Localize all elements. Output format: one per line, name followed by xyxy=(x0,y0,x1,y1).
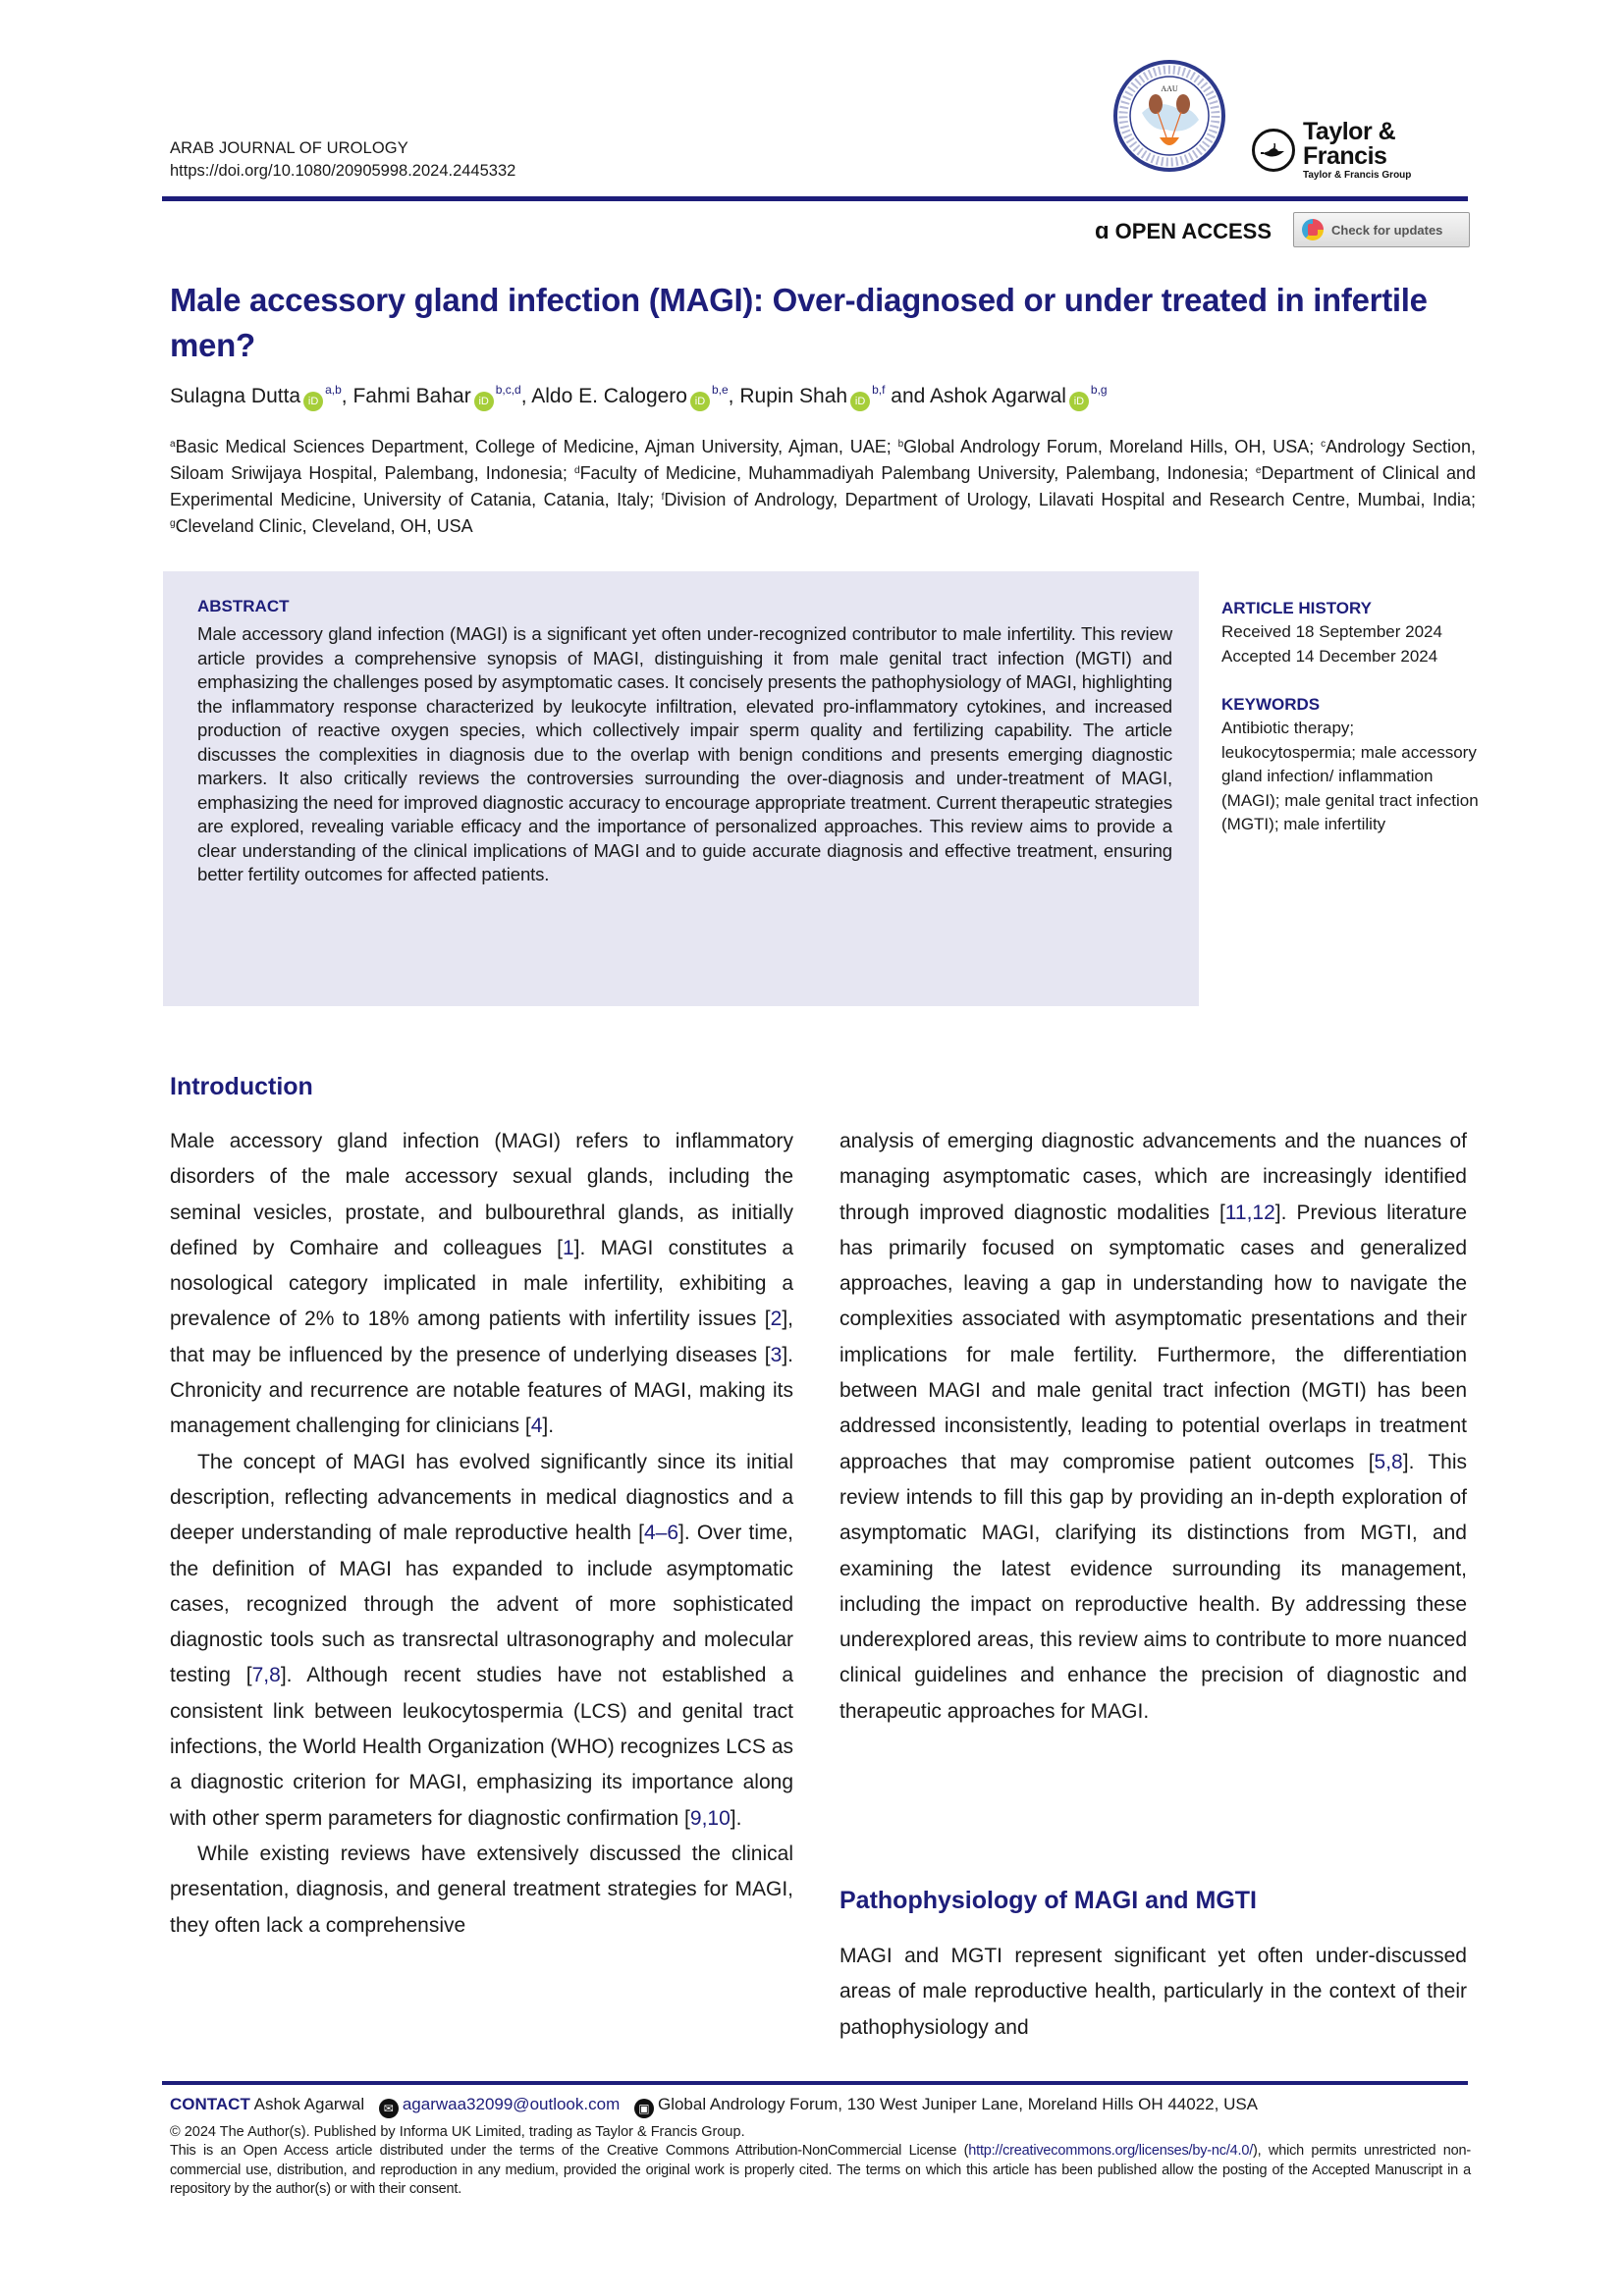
orcid-icon[interactable]: iD xyxy=(1069,392,1089,411)
left-column xyxy=(170,1124,793,1944)
paragraph: The concept of MAGI has evolved significantly since its initial description, reflecting advancements in medical diagnostics and a deeper understanding of male reproductive health [4–6]. Over time, the definition of MAGI has expanded to include asymptomatic cases, recognized through the advent of more sophisticated diagnostic tools such as transrectal ultrasonography and molecular testing [7,8]. Although recent studies have not established a consistent link between leukocytospermia (LCS) and genital tract infections, the World Health Organization (WHO) recognizes LCS as a diagnostic criterion for MAGI, emphasizing its importance along with other sperm parameters for diagnostic confirmation [9,10]. xyxy=(170,1450,794,1830)
open-access-badge xyxy=(1095,218,1272,245)
svg-text:AAU: AAU xyxy=(1161,84,1178,93)
author-list: Sulagna Dutta iD$^{a,b}$, Fahmi Bahar iD$^{b,c,d}$, Aldo E. Calogero iD$^{b,e}$, Rupin Shah iD$^{b,f}$ and Ashok Agarwal iD$^{b,g}$ xyxy=(170,382,1108,411)
contact-name: Ashok Agarwal xyxy=(253,2095,365,2113)
accepted-date: Accepted 14 December 2024 xyxy=(1221,646,1438,666)
author[interactable]: Aldo E. Calogero iD$^{b,e}$ xyxy=(531,385,728,407)
header-rule xyxy=(162,196,1468,201)
article-history xyxy=(1221,597,1487,668)
author[interactable]: Rupin Shah iD$^{b,f}$ xyxy=(739,385,885,407)
reference-link[interactable]: 7,8 xyxy=(251,1664,281,1687)
license-link[interactable]: http://creativecommons.org/licenses/by-nc/4.0/ xyxy=(968,2143,1254,2159)
doi-link[interactable]: https://doi.org/10.1080/20905998.2024.2445332 xyxy=(170,162,516,180)
aau-emblem-icon xyxy=(1112,59,1226,173)
publisher-name: Taylor & Francis xyxy=(1303,118,1396,170)
journal-name: ARAB JOURNAL OF UROLOGY xyxy=(170,139,408,157)
reference-link[interactable]: 2 xyxy=(770,1308,783,1331)
contact-label: CONTACT xyxy=(170,2095,250,2113)
paragraph: Male accessory gland infection (MAGI) refers to inflammatory disorders of the male accessory sexual glands, including the seminal vesicles, prostate, and bulbourethral glands, as initially defined by Comhaire and colleagues [1]. MAGI constitutes a nosological category implicated in male infertility, exhibiting a prevalence of 2% to 18% among patients with infertility issues [2], that may be influenced by the presence of underlying diseases [3]. Chronicity and recurrence are notable features of MAGI, making its management challenging for clinicians [4]. xyxy=(170,1130,794,1438)
reference-link[interactable]: 5,8 xyxy=(1374,1450,1403,1473)
crossmark-icon xyxy=(1302,219,1324,240)
reference-link[interactable]: 4–6 xyxy=(643,1522,679,1545)
abstract-text: Male accessory gland infection (MAGI) is a significant yet often under-recognized contributor to male infertility. This review article provides a comprehensive synopsis of MAGI, distinguishing it from male genital tract infection (MGTI) and emphasizing the challenges posed by asymptomatic cases. It concisely presents the pathophysiology of MAGI, highlighting the inflammatory response characterized by leukocyte infiltration, elevated pro-inflammatory cytokines, and increased production of reactive oxygen species, which collectively impair sperm quality and fertilizing capability. The article discusses the complexities in diagnosis due to the overlap with benign conditions and presents emerging diagnostic markers. It also critically reviews the controversies surrounding the over-diagnosis and under-treatment of MAGI, emphasizing the need for improved diagnostic accuracy to encourage appropriate treatment. Current therapeutic strategies are explored, revealing variable efficacy and the importance of personalized approaches. This review aims to provide a clear understanding of the clinical implications of MAGI and to guide accurate diagnosis and effective treatment, ensuring better fertility outcomes for affected patients. xyxy=(197,623,1172,884)
reference-link[interactable]: 11,12 xyxy=(1224,1201,1275,1224)
right-column xyxy=(839,1124,1467,1730)
paragraph: analysis of emerging diagnostic advancements and the nuances of managing asymptomatic cases, which are increasingly identified through improved diagnostic modalities [11,12]. Previous literature has primarily focused on symptomatic cases and generalized approaches, leaving a gap in understanding how to navigate the complexities associated with asymptomatic presentations and their implications for male fertility. Furthermore, the differentiation between MAGI and male genital tract infection (MGTI) has been addressed inconsistently, leading to potential overlaps in treatment approaches that may compromise patient outcomes [5,8]. This review intends to fill this gap by providing an in-depth exploration of asymptomatic MAGI, clarifying its distinctions from MGTI, and examining the latest evidence surrounding its management, including the impact on reproductive health. By addressing these underexplored areas, this review aims to contribute to more nuanced clinical guidelines and enhance the precision of diagnostic and therapeutic approaches for MAGI. xyxy=(839,1130,1468,1723)
received-date: Received 18 September 2024 xyxy=(1221,622,1442,641)
publisher-group: Taylor & Francis Group xyxy=(1303,170,1412,181)
email-link[interactable]: agarwaa32099@outlook.com xyxy=(402,2095,621,2113)
email-icon: ✉ xyxy=(379,2099,399,2118)
open-access-label: OPEN ACCESS xyxy=(1114,219,1272,243)
keywords-heading: KEYWORDS xyxy=(1221,695,1321,714)
paragraph: MAGI and MGTI represent significant yet often under-discussed areas of male reproductive health, particularly in the context of their pathophysiology and xyxy=(839,1945,1467,2039)
author[interactable]: Sulagna Dutta iD$^{a,b}$ xyxy=(170,385,342,407)
keywords xyxy=(1221,693,1487,837)
aau-society-logo xyxy=(1112,59,1226,173)
orcid-icon[interactable]: iD xyxy=(303,392,323,411)
article-history-heading: ARTICLE HISTORY xyxy=(1221,599,1373,617)
section-heading-introduction: Introduction xyxy=(170,1073,313,1100)
orcid-icon[interactable]: iD xyxy=(690,392,710,411)
reference-link[interactable]: 4 xyxy=(530,1415,543,1438)
check-for-updates-button[interactable] xyxy=(1293,212,1470,247)
lamp-icon xyxy=(1252,129,1295,172)
paragraph: While existing reviews have extensively discussed the clinical presentation, diagnosis, and general treatment strategies for MAGI, they often lack a comprehensive xyxy=(170,1842,793,1937)
affiliations: $^a$Basic Medical Sciences Department, College of Medicine, Ajman University, Ajman, UAE; $^b$Global Andrology Forum, Moreland Hills, OH, USA; $^c$Andrology Section, Siloam Sriwijaya Hospital, Palembang, Indonesia; $^d$Faculty of Medicine, Muhammadiyah Palembang University, Palembang, Indonesia; $^e$Department of Clinical and Experimental Medicine, University of Catania, Catania, Italy; $^f$Division of Andrology, Department of Urology, Lilavati Hospital and Research Centre, Mumbai, India; $^g$Cleveland Clinic, Cleveland, OH, USA xyxy=(170,437,1477,536)
reference-link[interactable]: 1 xyxy=(562,1236,574,1259)
taylor-francis-logo xyxy=(1252,118,1478,181)
orcid-icon[interactable]: iD xyxy=(474,392,494,411)
author[interactable]: Ashok Agarwal iD$^{b,g}$ xyxy=(930,385,1108,407)
license-text: This is an Open Access article distributed under the terms of the Creative Commons Attribution-NonCommercial License (http://creativecommons.org/licenses/by-nc/4.0/), which permits unrestricted non-commercial use, distribution, and reproduction in any medium, provided the original work is properly cited. The terms on which this article has been published allow the posting of the Accepted Manuscript in a repository by the author(s) or with their consent. xyxy=(170,2143,1471,2197)
section-heading-pathophysiology: Pathophysiology of MAGI and MGTI xyxy=(839,1887,1257,1914)
contact-line xyxy=(170,2093,1258,2118)
open-lock-icon: ɑ xyxy=(1095,218,1110,244)
footer-rule xyxy=(162,2081,1468,2085)
orcid-icon[interactable]: iD xyxy=(850,392,870,411)
reference-link[interactable]: 3 xyxy=(770,1343,783,1366)
author[interactable]: Fahmi Bahar iD$^{b,c,d}$ xyxy=(352,385,520,407)
check-for-updates-label: Check for updates xyxy=(1331,222,1443,238)
reference-link[interactable]: 9,10 xyxy=(689,1806,731,1830)
keywords-list: Antibiotic therapy; leukocytospermia; male accessory gland infection/ inflammation (MAGI); male genital tract infection (MGTI); male infertility xyxy=(1221,719,1479,833)
copyright: © 2024 The Author(s). Published by Informa UK Limited, trading as Taylor & Francis Group. xyxy=(170,2124,745,2140)
abstract-heading: ABSTRACT xyxy=(197,597,290,615)
contact-address: Global Andrology Forum, 130 West Juniper Lane, Moreland Hills OH 44022, USA xyxy=(657,2095,1259,2113)
address-icon: ▣ xyxy=(634,2099,654,2118)
article-title: Male accessory gland infection (MAGI): Over-diagnosed or under treated in infertile men? xyxy=(170,282,1428,363)
